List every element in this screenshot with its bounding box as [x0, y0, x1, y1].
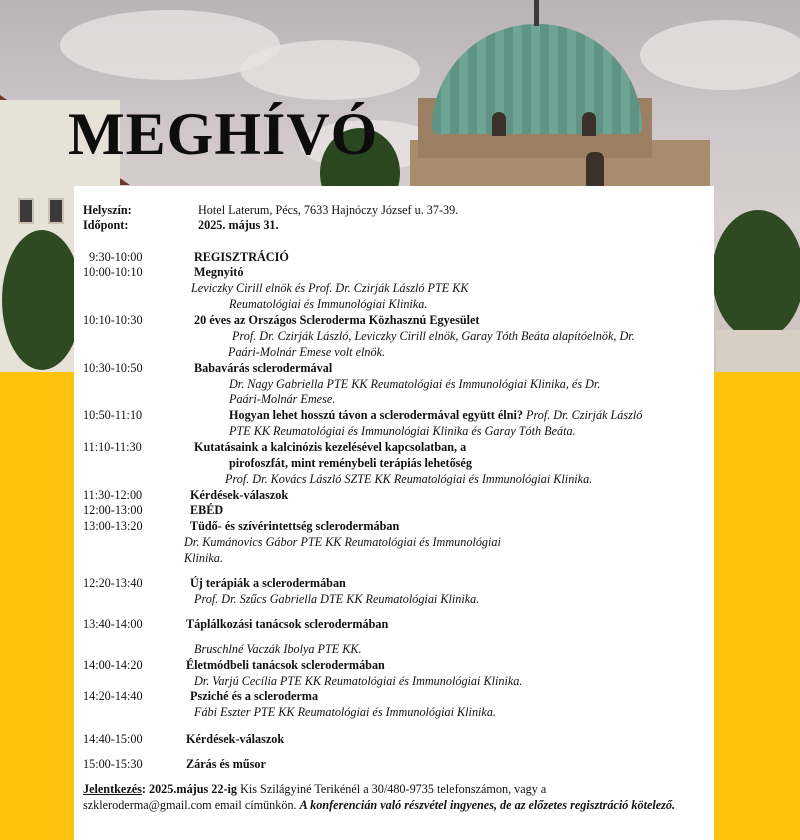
tree — [2, 230, 82, 370]
registration-email[interactable]: szkleroderma@gmail.com email címünkön. — [83, 797, 300, 812]
program-title: Táplálkozási tanácsok sclerodermában — [186, 617, 389, 631]
program-title: Új terápiák a sclerodermában — [190, 576, 346, 590]
registration-text: Kis Szilágyiné Terikénél a 30/480-9735 telefonszámon, vagy a — [237, 782, 547, 796]
program-time: 15:00-15:30 — [83, 757, 143, 771]
program-title: Babavárás sclerodermával — [194, 361, 333, 375]
program-title: Életmódbeli tanácsok sclerodermában — [186, 658, 385, 672]
program-title: REGISZTRÁCIÓ — [194, 250, 289, 264]
program-time: 10:30-10:50 — [83, 361, 143, 375]
program-speaker: PTE KK Reumatológiai és Immunológiai Klinika és Garay Tóth Beáta. — [229, 424, 576, 438]
program-speaker: Prof. Dr. Czirják László, Leviczky Cirill elnök, Garay Tóth Beáta alapítóelnök, Dr. — [232, 329, 635, 343]
registration-deadline: : 2025.május 22-ig — [141, 782, 238, 796]
program-title: Hogyan lehet hosszú távon a sclerodermával együtt élni? — [229, 408, 523, 422]
program-title: Psziché és a scleroderma — [190, 689, 319, 703]
date-label: Időpont: — [83, 218, 129, 232]
tree — [712, 210, 800, 340]
program-speaker: Fábi Eszter PTE KK Reumatológiai és Immunológiai Klinika. — [194, 705, 496, 719]
program-speaker: Dr. Kumánovics Gábor PTE KK Reumatológiai és Immunológiai — [184, 535, 501, 549]
program-speaker: Prof. Dr. Szűcs Gabriella DTE KK Reumatológiai Klinika. — [194, 592, 480, 606]
house-window — [48, 198, 64, 224]
program-speaker: Klinika. — [184, 551, 223, 565]
registration-note — [83, 782, 708, 813]
mosque-window — [492, 112, 506, 136]
program-time: 11:30-12:00 — [83, 488, 143, 502]
location-label: Helyszín: — [83, 203, 132, 217]
program-speaker: Bruschlné Vaczák Ibolya PTE KK. — [194, 642, 362, 656]
program-card — [74, 186, 714, 840]
program-speaker: Paári-Molnár Emese volt elnök. — [228, 345, 386, 359]
registration-free-note: A konferencián való részvétel ingyenes, de az előzetes regisztráció kötelező. — [299, 797, 676, 812]
date-value: 2025. május 31. — [198, 218, 279, 232]
mosque-spire — [534, 0, 539, 26]
program-speaker: Leviczky Cirill elnök és Prof. Dr. Czirják László PTE KK — [191, 281, 469, 295]
cloud — [640, 20, 800, 90]
program-title: Kérdések-válaszok — [186, 732, 285, 746]
program-speaker: Reumatológiai és Immunológiai Klinika. — [229, 297, 428, 311]
program-speaker: Prof. Dr. Czirják László — [526, 408, 643, 422]
program-time: 10:00-10:10 — [83, 265, 143, 279]
program-time: 13:00-13:20 — [83, 519, 143, 533]
program-time: 14:20-14:40 — [83, 689, 143, 703]
building — [716, 330, 800, 372]
program-time: 9:30-10:00 — [89, 250, 143, 264]
program-time: 11:10-11:30 — [83, 440, 142, 454]
program-speaker: Paári-Molnár Emese. — [229, 392, 336, 406]
location-value: Hotel Laterum, Pécs, 7633 Hajnóczy József u. 37-39. — [198, 203, 459, 217]
mosque-window — [582, 112, 596, 136]
cloud — [240, 40, 420, 100]
program-time: 10:10-10:30 — [83, 313, 143, 327]
page-title: MEGHÍVÓ — [68, 101, 379, 167]
program-speaker: Dr. Nagy Gabriella PTE KK Reumatológiai és Immunológiai Klinika, és Dr. — [229, 377, 601, 391]
program-title: Megnyitó — [194, 265, 244, 279]
program-title: EBÉD — [190, 503, 224, 517]
program-time: 12:00-13:00 — [83, 503, 143, 517]
program-speaker: Dr. Varjú Cecília PTE KK Reumatológiai és Immunológiai Klinika. — [194, 674, 523, 688]
registration-label: Jelentkezés — [83, 782, 142, 796]
program-time: 12:20-13:40 — [83, 576, 143, 590]
program-time: 14:40-15:00 — [83, 732, 143, 746]
mosque-window — [586, 152, 604, 186]
program-title: pirofoszfát, mint reménybeli terápiás lehetőség — [229, 456, 472, 470]
program-title: 20 éves az Országos Scleroderma Közhasznú Egyesület — [194, 313, 480, 327]
program-time: 13:40-14:00 — [83, 617, 143, 631]
program-title: Tüdő- és szívérintettség sclerodermában — [190, 519, 400, 533]
program-time: 10:50-11:10 — [83, 408, 143, 422]
program-title: Kérdések-válaszok — [190, 488, 289, 502]
program-speaker: Prof. Dr. Kovács László SZTE KK Reumatológiai és Immunológiai Klinika. — [225, 472, 593, 486]
mosque-dome — [432, 24, 642, 134]
program-time: 14:00-14:20 — [83, 658, 143, 672]
program-title: Zárás és műsor — [186, 757, 266, 771]
program-title: Kutatásaink a kalcinózis kezelésével kapcsolatban, a — [194, 440, 467, 454]
house-window — [18, 198, 34, 224]
program-title-line — [229, 408, 642, 424]
